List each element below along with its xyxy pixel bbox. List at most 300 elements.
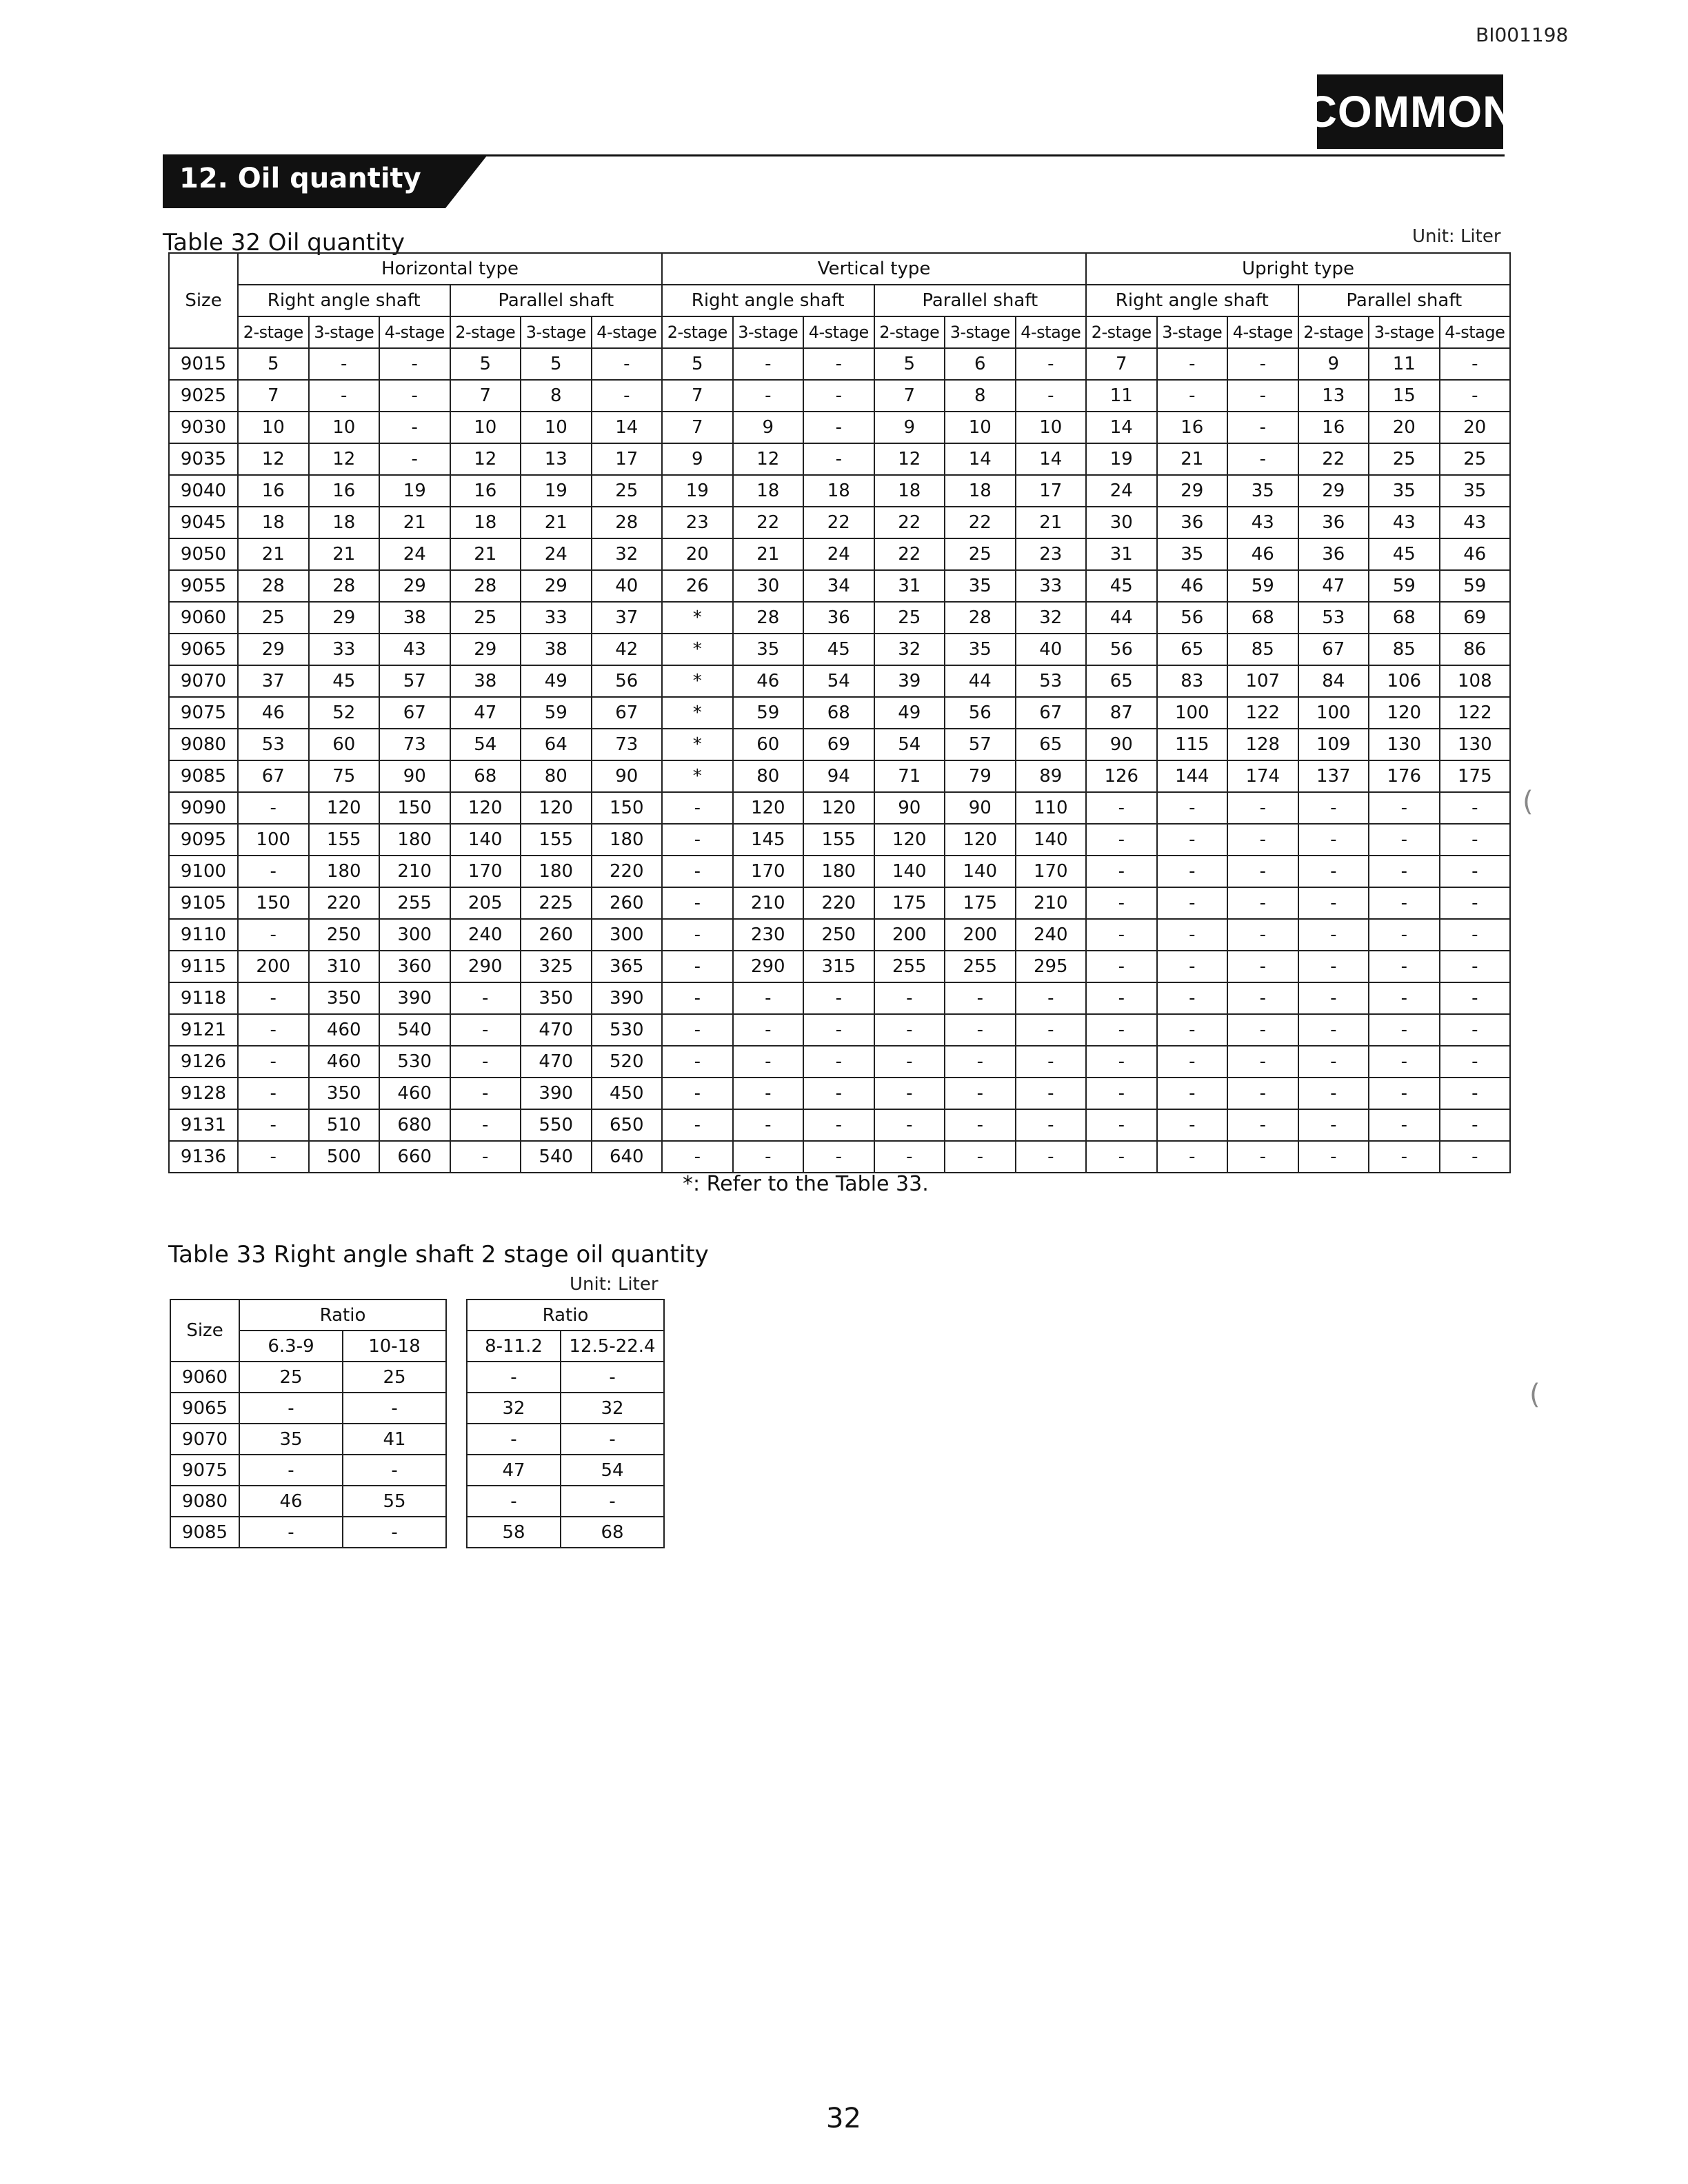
quantity-cell: 46 [1440, 538, 1511, 570]
quantity-cell: 19 [1086, 443, 1157, 475]
quantity-cell: - [1157, 1078, 1228, 1109]
quantity-cell: 240 [1016, 919, 1087, 951]
quantity-cell: 210 [379, 856, 450, 887]
quantity-cell: - [1440, 919, 1511, 951]
quantity-cell: 29 [450, 634, 521, 665]
quantity-cell: 155 [521, 824, 592, 856]
quantity-cell: 13 [1298, 380, 1369, 412]
quantity-cell: - [1298, 856, 1369, 887]
quantity-cell: - [467, 1486, 561, 1517]
margin-mark: ( [1529, 1379, 1540, 1410]
quantity-cell: 25 [945, 538, 1016, 570]
quantity-cell: 21 [1016, 507, 1087, 538]
quantity-cell: - [874, 1046, 945, 1078]
table-row [169, 919, 1510, 951]
quantity-cell: 56 [945, 697, 1016, 729]
quantity-cell: 67 [592, 697, 663, 729]
quantity-cell: - [874, 1109, 945, 1141]
quantity-cell: - [1440, 1046, 1511, 1078]
table-row [169, 348, 1510, 380]
quantity-cell: 360 [379, 951, 450, 982]
quantity-cell: - [733, 1141, 804, 1173]
size-cell: 9055 [169, 570, 238, 602]
quantity-cell: 36 [1157, 507, 1228, 538]
table-row [170, 1393, 446, 1424]
quantity-cell: 31 [874, 570, 945, 602]
quantity-cell: - [1369, 1046, 1440, 1078]
table33-left [170, 1299, 447, 1548]
quantity-cell: 49 [521, 665, 592, 697]
quantity-cell: 22 [803, 507, 874, 538]
quantity-cell: 150 [379, 792, 450, 824]
quantity-cell: 90 [874, 792, 945, 824]
quantity-cell: - [1440, 380, 1511, 412]
quantity-cell: 16 [450, 475, 521, 507]
quantity-cell: 90 [1086, 729, 1157, 760]
stage-header-row [169, 316, 1510, 348]
quantity-cell: 460 [309, 1046, 380, 1078]
quantity-cell: 300 [592, 919, 663, 951]
quantity-cell: 24 [521, 538, 592, 570]
quantity-cell: 25 [1440, 443, 1511, 475]
quantity-cell: 25 [343, 1362, 446, 1393]
quantity-cell: 39 [874, 665, 945, 697]
quantity-cell: 25 [238, 602, 309, 634]
size-cell: 9115 [169, 951, 238, 982]
quantity-cell: 16 [1157, 412, 1228, 443]
quantity-cell: 24 [1086, 475, 1157, 507]
quantity-cell: - [561, 1362, 664, 1393]
quantity-cell: 65 [1086, 665, 1157, 697]
quantity-cell: - [1086, 1109, 1157, 1141]
quantity-cell: 46 [239, 1486, 343, 1517]
quantity-cell: - [239, 1455, 343, 1486]
quantity-cell: 180 [309, 856, 380, 887]
quantity-cell: 5 [874, 348, 945, 380]
quantity-cell: 470 [521, 1046, 592, 1078]
quantity-cell: 21 [379, 507, 450, 538]
table32-unit: Unit: Liter [1412, 226, 1501, 247]
quantity-cell: 15 [1369, 380, 1440, 412]
quantity-cell: 45 [309, 665, 380, 697]
quantity-cell: - [1086, 1046, 1157, 1078]
quantity-cell: * [662, 634, 733, 665]
quantity-cell: 290 [733, 951, 804, 982]
quantity-cell: 5 [238, 348, 309, 380]
quantity-cell: 470 [521, 1014, 592, 1046]
quantity-cell: 46 [1227, 538, 1298, 570]
quantity-cell: 650 [592, 1109, 663, 1141]
brand-badge: COMMON [1317, 74, 1503, 149]
quantity-cell: 32 [467, 1393, 561, 1424]
quantity-cell: - [945, 1046, 1016, 1078]
quantity-cell: 29 [309, 602, 380, 634]
quantity-cell: - [1227, 1109, 1298, 1141]
quantity-cell: 180 [592, 824, 663, 856]
quantity-cell: 75 [309, 760, 380, 792]
quantity-cell: 32 [561, 1393, 664, 1424]
quantity-cell: 46 [1157, 570, 1228, 602]
quantity-cell: 24 [803, 538, 874, 570]
size-cell: 9118 [169, 982, 238, 1014]
quantity-cell: 44 [945, 665, 1016, 697]
quantity-cell: 17 [1016, 475, 1087, 507]
quantity-cell: 36 [1298, 507, 1369, 538]
section-title: 12. Oil quantity [179, 163, 421, 194]
quantity-cell: 28 [450, 570, 521, 602]
quantity-cell: 21 [450, 538, 521, 570]
quantity-cell: 25 [1369, 443, 1440, 475]
quantity-cell: 155 [803, 824, 874, 856]
quantity-cell: - [1369, 856, 1440, 887]
shaft-header: Right angle shaft [662, 285, 874, 316]
quantity-cell: 680 [379, 1109, 450, 1141]
quantity-cell: 25 [874, 602, 945, 634]
quantity-cell: 100 [1298, 697, 1369, 729]
quantity-cell: 300 [379, 919, 450, 951]
quantity-cell: - [450, 1014, 521, 1046]
quantity-cell: * [662, 665, 733, 697]
quantity-cell: - [1086, 1078, 1157, 1109]
table33-caption: Table 33 Right angle shaft 2 stage oil quantity [168, 1241, 709, 1268]
quantity-cell: - [874, 1141, 945, 1173]
quantity-cell: - [238, 1109, 309, 1141]
quantity-cell: 174 [1227, 760, 1298, 792]
quantity-cell: - [1298, 1109, 1369, 1141]
quantity-cell: 140 [945, 856, 1016, 887]
quantity-cell: 28 [309, 570, 380, 602]
quantity-cell: 22 [874, 507, 945, 538]
quantity-cell: 28 [592, 507, 663, 538]
quantity-cell: - [343, 1455, 446, 1486]
table-row [467, 1393, 664, 1424]
quantity-cell: - [662, 1046, 733, 1078]
quantity-cell: 25 [450, 602, 521, 634]
quantity-cell: 68 [561, 1517, 664, 1548]
quantity-cell: - [1227, 919, 1298, 951]
size-cell: 9121 [169, 1014, 238, 1046]
quantity-cell: 150 [592, 792, 663, 824]
quantity-cell: - [239, 1393, 343, 1424]
quantity-cell: 145 [733, 824, 804, 856]
quantity-cell: 16 [309, 475, 380, 507]
quantity-cell: - [309, 380, 380, 412]
quantity-cell: 35 [1440, 475, 1511, 507]
quantity-cell: - [662, 951, 733, 982]
quantity-cell: 85 [1227, 634, 1298, 665]
quantity-cell: 67 [238, 760, 309, 792]
table-row [169, 507, 1510, 538]
quantity-cell: 5 [450, 348, 521, 380]
quantity-cell: 120 [803, 792, 874, 824]
quantity-cell: - [1016, 348, 1087, 380]
quantity-cell: 60 [309, 729, 380, 760]
table-row [170, 1455, 446, 1486]
quantity-cell: 126 [1086, 760, 1157, 792]
quantity-cell: - [1298, 919, 1369, 951]
quantity-cell: 69 [803, 729, 874, 760]
quantity-cell: 175 [874, 887, 945, 919]
quantity-cell: 5 [521, 348, 592, 380]
size-cell: 9025 [169, 380, 238, 412]
quantity-cell: - [238, 792, 309, 824]
quantity-cell: - [467, 1424, 561, 1455]
quantity-cell: 21 [238, 538, 309, 570]
quantity-cell: - [1086, 1141, 1157, 1173]
quantity-cell: 59 [733, 697, 804, 729]
quantity-cell: 10 [945, 412, 1016, 443]
quantity-cell: 45 [803, 634, 874, 665]
quantity-cell: - [1157, 1046, 1228, 1078]
table33-right [466, 1299, 665, 1548]
quantity-cell: 540 [521, 1141, 592, 1173]
quantity-cell: 200 [238, 951, 309, 982]
stage-header: 4-stage [1227, 316, 1298, 348]
quantity-cell: - [1440, 1109, 1511, 1141]
quantity-cell: 20 [1369, 412, 1440, 443]
quantity-cell: 240 [450, 919, 521, 951]
quantity-cell: 9 [874, 412, 945, 443]
table33-size-header: Size [170, 1300, 239, 1362]
table-row [169, 697, 1510, 729]
quantity-cell: - [733, 982, 804, 1014]
quantity-cell: 9 [1298, 348, 1369, 380]
table-row [467, 1455, 664, 1486]
quantity-cell: - [945, 1109, 1016, 1141]
quantity-cell: - [1298, 1078, 1369, 1109]
quantity-cell: 10 [521, 412, 592, 443]
stage-header: 4-stage [379, 316, 450, 348]
size-cell: 9136 [169, 1141, 238, 1173]
table32-footnote: *: Refer to the Table 33. [683, 1172, 929, 1196]
quantity-cell: - [1157, 887, 1228, 919]
quantity-cell: 100 [1157, 697, 1228, 729]
quantity-cell: - [1298, 824, 1369, 856]
quantity-cell: - [1016, 1014, 1087, 1046]
quantity-cell: 180 [379, 824, 450, 856]
quantity-cell: - [1440, 1141, 1511, 1173]
table33-ratio-col: 6.3-9 [239, 1331, 343, 1362]
quantity-cell: 29 [379, 570, 450, 602]
quantity-cell: - [1298, 982, 1369, 1014]
size-cell: 9085 [169, 760, 238, 792]
quantity-cell: - [238, 856, 309, 887]
quantity-cell: - [1227, 1141, 1298, 1173]
table-row [169, 538, 1510, 570]
quantity-cell: - [1157, 824, 1228, 856]
quantity-cell: - [733, 1014, 804, 1046]
quantity-cell: - [450, 1046, 521, 1078]
quantity-cell: 9 [733, 412, 804, 443]
quantity-cell: 20 [662, 538, 733, 570]
quantity-cell: 200 [874, 919, 945, 951]
quantity-cell: 28 [945, 602, 1016, 634]
quantity-cell: 10 [309, 412, 380, 443]
quantity-cell: 120 [1369, 697, 1440, 729]
quantity-cell: 7 [1086, 348, 1157, 380]
quantity-cell: - [379, 443, 450, 475]
table33-ratio-header: Ratio [467, 1300, 664, 1331]
quantity-cell: - [1227, 951, 1298, 982]
quantity-cell: 43 [1369, 507, 1440, 538]
size-cell: 9050 [169, 538, 238, 570]
size-cell: 9030 [169, 412, 238, 443]
quantity-cell: 530 [379, 1046, 450, 1078]
quantity-cell: 390 [592, 982, 663, 1014]
quantity-cell: 19 [379, 475, 450, 507]
quantity-cell: 175 [945, 887, 1016, 919]
quantity-cell: 6 [945, 348, 1016, 380]
quantity-cell: 29 [521, 570, 592, 602]
quantity-cell: 175 [1440, 760, 1511, 792]
quantity-cell: 79 [945, 760, 1016, 792]
quantity-cell: 32 [592, 538, 663, 570]
quantity-cell: 390 [379, 982, 450, 1014]
quantity-cell: 54 [803, 665, 874, 697]
quantity-cell: - [1227, 348, 1298, 380]
quantity-cell: - [1086, 982, 1157, 1014]
quantity-cell: 365 [592, 951, 663, 982]
quantity-cell: 30 [1086, 507, 1157, 538]
quantity-cell: - [1440, 982, 1511, 1014]
quantity-cell: - [238, 1046, 309, 1078]
quantity-cell: 12 [450, 443, 521, 475]
quantity-cell: 255 [874, 951, 945, 982]
table-row [169, 887, 1510, 919]
quantity-cell: 90 [379, 760, 450, 792]
quantity-cell: 210 [1016, 887, 1087, 919]
quantity-cell: 170 [450, 856, 521, 887]
quantity-cell: - [1016, 1046, 1087, 1078]
quantity-cell: 260 [521, 919, 592, 951]
quantity-cell: - [803, 412, 874, 443]
table-row [467, 1486, 664, 1517]
quantity-cell: - [874, 982, 945, 1014]
quantity-cell: 40 [592, 570, 663, 602]
quantity-cell: 11 [1086, 380, 1157, 412]
quantity-cell: 107 [1227, 665, 1298, 697]
quantity-cell: 67 [1298, 634, 1369, 665]
quantity-cell: - [238, 1014, 309, 1046]
quantity-cell: - [1440, 348, 1511, 380]
shaft-header: Parallel shaft [1298, 285, 1511, 316]
table-row [169, 602, 1510, 634]
quantity-cell: - [733, 1078, 804, 1109]
quantity-cell: 54 [561, 1455, 664, 1486]
quantity-cell: 100 [238, 824, 309, 856]
quantity-cell: - [1227, 1014, 1298, 1046]
quantity-cell: 540 [379, 1014, 450, 1046]
quantity-cell: 35 [1227, 475, 1298, 507]
table-row [169, 634, 1510, 665]
quantity-cell: - [1440, 887, 1511, 919]
quantity-cell: - [1016, 380, 1087, 412]
quantity-cell: 130 [1440, 729, 1511, 760]
stage-header: 3-stage [309, 316, 380, 348]
quantity-cell: - [343, 1393, 446, 1424]
table33-ratio-col: 8-11.2 [467, 1331, 561, 1362]
quantity-cell: * [662, 760, 733, 792]
quantity-cell: - [1369, 1109, 1440, 1141]
quantity-cell: 42 [592, 634, 663, 665]
quantity-cell: 58 [467, 1517, 561, 1548]
quantity-cell: - [1227, 443, 1298, 475]
quantity-cell: 25 [592, 475, 663, 507]
quantity-cell: - [1440, 1014, 1511, 1046]
quantity-cell: 17 [592, 443, 663, 475]
quantity-cell: - [662, 1109, 733, 1141]
quantity-cell: * [662, 697, 733, 729]
quantity-cell: 11 [1369, 348, 1440, 380]
quantity-cell: 7 [874, 380, 945, 412]
quantity-cell: 120 [450, 792, 521, 824]
quantity-cell: 71 [874, 760, 945, 792]
quantity-cell: - [1369, 951, 1440, 982]
shaft-header: Right angle shaft [238, 285, 450, 316]
quantity-cell: - [561, 1486, 664, 1517]
quantity-cell: 21 [309, 538, 380, 570]
quantity-cell: 140 [1016, 824, 1087, 856]
quantity-cell: - [1157, 919, 1228, 951]
quantity-cell: 68 [450, 760, 521, 792]
quantity-cell: 16 [238, 475, 309, 507]
quantity-cell: - [733, 380, 804, 412]
quantity-cell: 29 [1157, 475, 1228, 507]
quantity-cell: 220 [592, 856, 663, 887]
quantity-cell: 85 [1369, 634, 1440, 665]
quantity-cell: 128 [1227, 729, 1298, 760]
quantity-cell: 43 [1440, 507, 1511, 538]
quantity-cell: - [1086, 951, 1157, 982]
quantity-cell: 16 [1298, 412, 1369, 443]
table32-caption: Table 32 Oil quantity [163, 229, 405, 256]
table-row [169, 729, 1510, 760]
table-row [169, 443, 1510, 475]
type-header: Upright type [1086, 253, 1510, 285]
quantity-cell: 510 [309, 1109, 380, 1141]
quantity-cell: - [662, 1141, 733, 1173]
quantity-cell: 14 [1016, 443, 1087, 475]
quantity-cell: - [1369, 982, 1440, 1014]
table-row [169, 760, 1510, 792]
quantity-cell: 295 [1016, 951, 1087, 982]
quantity-cell: 47 [450, 697, 521, 729]
quantity-cell: 550 [521, 1109, 592, 1141]
quantity-cell: - [379, 380, 450, 412]
quantity-cell: - [1016, 982, 1087, 1014]
quantity-cell: - [874, 1014, 945, 1046]
quantity-cell: 49 [874, 697, 945, 729]
quantity-cell: - [1298, 1014, 1369, 1046]
quantity-cell: - [238, 1141, 309, 1173]
table-row [169, 982, 1510, 1014]
quantity-cell: 25 [239, 1362, 343, 1393]
document-code: BI001198 [1476, 23, 1569, 46]
quantity-cell: - [1227, 887, 1298, 919]
quantity-cell: - [1440, 824, 1511, 856]
quantity-cell: 110 [1016, 792, 1087, 824]
quantity-cell: - [1227, 412, 1298, 443]
quantity-cell: 54 [450, 729, 521, 760]
quantity-cell: - [1086, 824, 1157, 856]
quantity-cell: - [379, 348, 450, 380]
oil-quantity-table [168, 252, 1511, 1173]
quantity-cell: - [450, 1141, 521, 1173]
quantity-cell: - [1369, 887, 1440, 919]
quantity-cell: - [662, 982, 733, 1014]
table-row [169, 380, 1510, 412]
quantity-cell: 325 [521, 951, 592, 982]
